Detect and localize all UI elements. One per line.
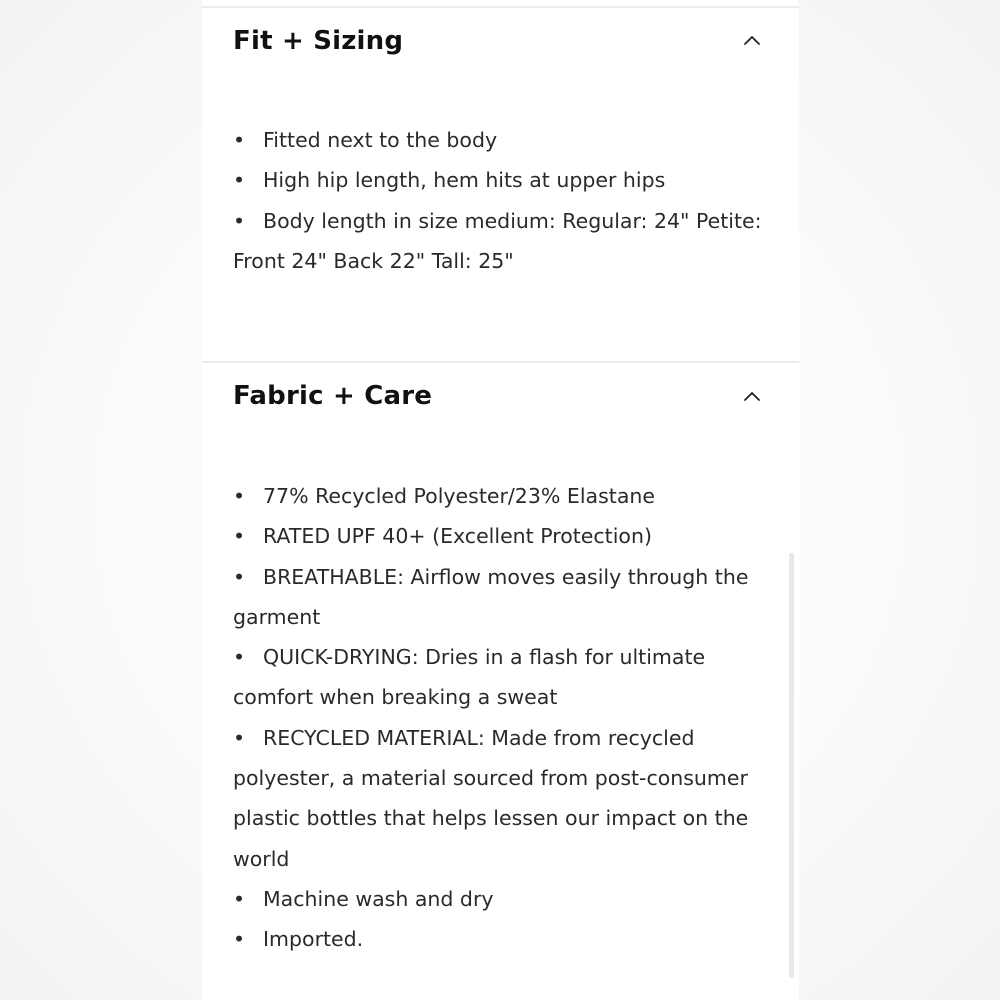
- fit-sizing-title: Fit + Sizing: [233, 26, 404, 56]
- list-item-text: 77% Recycled Polyester/23% Elastane: [263, 484, 655, 508]
- scrollbar[interactable]: [789, 553, 794, 978]
- list-item-text: Fitted next to the body: [263, 128, 498, 152]
- list-item-text: BREATHABLE: Airflow moves easily through the garment: [233, 564, 749, 629]
- fabric-care-title: Fabric + Care: [233, 381, 433, 411]
- bullet-dot: •: [233, 725, 246, 750]
- bullet-dot: •: [233, 128, 246, 152]
- top-divider: [202, 6, 799, 8]
- product-details-panel: [202, 0, 799, 1000]
- list-item-text: QUICK-DRYING: Dries in a flash for ultimate comfort when breaking a sweat: [233, 645, 706, 710]
- list-item-text: RECYCLED MATERIAL: Made from recycled polyester, a material sourced from post-consumer plastic bottles that helps lessen our impact on the world: [233, 725, 749, 871]
- bullet-dot: •: [233, 645, 246, 670]
- list-item-text: Imported.: [263, 927, 364, 952]
- bullet-dot: •: [233, 886, 246, 911]
- list-item-text: High hip length, hem hits at upper hips: [263, 168, 666, 193]
- chevron-up-icon[interactable]: [740, 29, 764, 53]
- list-item: [233, 557, 768, 638]
- list-item: [233, 637, 768, 718]
- bullet-dot: •: [233, 524, 246, 549]
- list-item: [233, 120, 768, 160]
- bullet-dot: •: [233, 564, 246, 589]
- fabric-care-list: [233, 476, 768, 960]
- section-divider: [202, 361, 799, 363]
- list-item: [233, 879, 768, 919]
- bullet-dot: •: [233, 484, 246, 508]
- list-item: [233, 516, 768, 556]
- list-item: [233, 201, 768, 282]
- list-item-text: Body length in size medium: Regular: 24" Petite: Front 24" Back 22" Tall: 25": [233, 208, 762, 273]
- bullet-dot: •: [233, 208, 246, 233]
- bullet-dot: •: [233, 168, 246, 193]
- list-item: [233, 718, 768, 879]
- chevron-up-icon[interactable]: [740, 385, 764, 409]
- bullet-dot: •: [233, 927, 246, 952]
- list-item: [233, 476, 768, 516]
- list-item-text: Machine wash and dry: [263, 886, 494, 911]
- list-item: [233, 160, 768, 200]
- fit-sizing-list: [233, 120, 768, 281]
- list-item: [233, 919, 768, 959]
- list-item-text: RATED UPF 40+ (Excellent Protection): [263, 524, 652, 549]
